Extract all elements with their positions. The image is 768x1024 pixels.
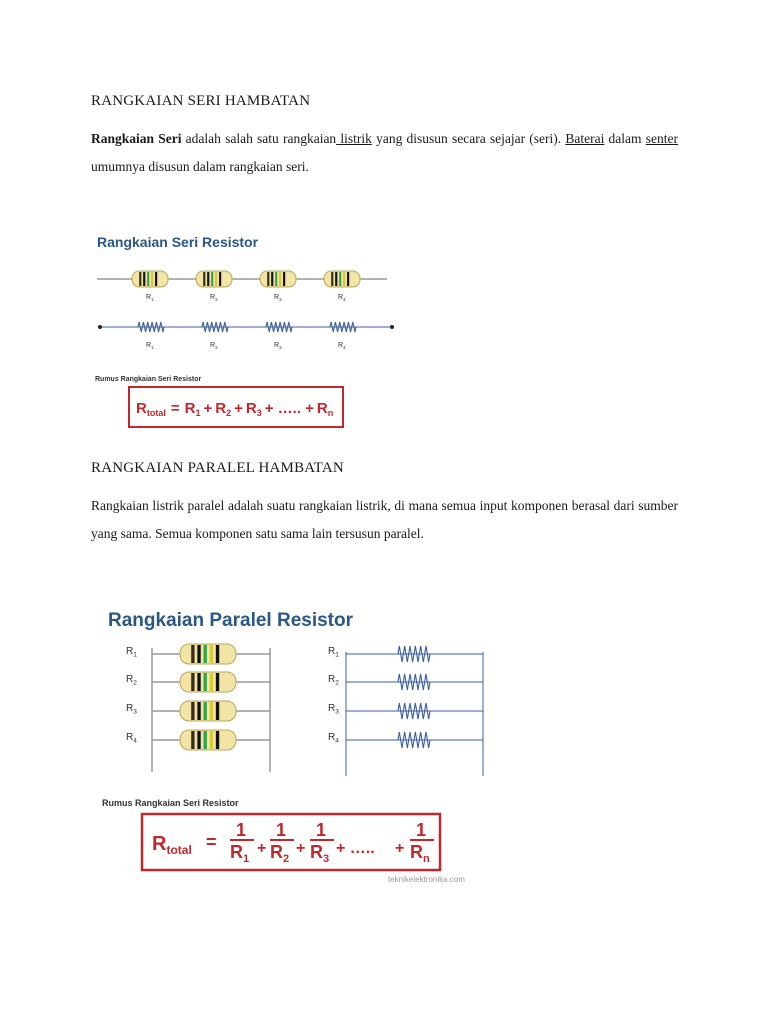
fraction-numerator: 1 xyxy=(276,820,287,840)
formula-lhs-sub: total xyxy=(166,843,192,857)
bold-term: Rangkaian Seri xyxy=(91,131,182,146)
link-baterai[interactable]: Baterai xyxy=(565,131,605,146)
link-senter[interactable]: senter xyxy=(645,131,678,146)
formula-eq: = xyxy=(206,832,217,852)
parallel-resistor-stack xyxy=(152,644,270,750)
resistor xyxy=(180,672,236,692)
resistor-symbol xyxy=(398,732,430,748)
formula-sub: 2 xyxy=(226,408,232,418)
text-run: dalam xyxy=(604,131,646,146)
fraction-numerator: 1 xyxy=(316,820,327,840)
formula-op: + xyxy=(257,840,267,857)
formula-eq: = xyxy=(170,400,180,417)
formula-term: R xyxy=(316,400,328,417)
resistor-symbol xyxy=(398,646,430,662)
resistor-label: $R_1$ xyxy=(146,294,154,302)
resistor-label: $R_3$ xyxy=(328,703,339,716)
resistor-label: $R_3$ xyxy=(274,294,282,302)
section-heading-paralel: RANGKAIAN PARALEL HAMBATAN xyxy=(91,460,344,476)
resistor-label: $R_4$ xyxy=(126,732,137,745)
resistor xyxy=(180,701,236,721)
formula-op: + ….. xyxy=(336,840,375,857)
formula-op: + xyxy=(203,400,213,417)
resistor xyxy=(324,271,360,287)
resistor-label: $R_3$ xyxy=(126,703,137,716)
resistor xyxy=(260,271,296,287)
node-dot xyxy=(98,325,102,329)
resistor-symbol xyxy=(266,322,292,332)
figure-series-resistor xyxy=(92,225,402,435)
formula-lhs: R xyxy=(136,400,147,417)
resistor-label: $R_2$ xyxy=(210,294,218,302)
fraction-denominator: $R_2$ xyxy=(270,842,290,865)
formula-op: + xyxy=(234,400,243,417)
fraction-denominator: $R_3$ xyxy=(310,842,330,865)
paragraph-paralel: Rangkaian listrik paralel adalah suatu rangkaian listrik, di mana semua input komponen berasal dari sumber yang sama. Semua komponen satu sama lain tersusun paralel. xyxy=(91,498,678,541)
fraction-denominator: $R_n$ xyxy=(410,842,430,865)
resistor-symbol xyxy=(202,322,228,332)
resistor xyxy=(180,730,236,750)
fraction-denominator: $R_1$ xyxy=(230,842,250,865)
resistor-label: $R_4$ xyxy=(338,342,346,350)
formula-op: + xyxy=(296,840,306,857)
formula-op: + ….. + xyxy=(264,400,314,417)
resistor xyxy=(180,644,236,664)
link-listrik[interactable]: listrik xyxy=(336,131,372,146)
resistor-label: $R_3$ xyxy=(274,342,282,350)
resistor-label: $R_1$ xyxy=(146,342,154,350)
parallel-symbol-stack xyxy=(346,646,483,748)
paragraph-seri xyxy=(91,125,678,181)
resistor-symbol xyxy=(398,674,430,690)
formula-op: + xyxy=(395,840,405,857)
formula-term: R xyxy=(245,400,257,417)
watermark: teknikelektronika.com xyxy=(388,875,465,884)
formula-term: R xyxy=(184,400,196,417)
formula-lhs-sub: total xyxy=(146,408,166,418)
figure-parallel-resistor xyxy=(100,600,500,885)
resistor xyxy=(132,271,168,287)
section-heading-seri: RANGKAIAN SERI HAMBATAN xyxy=(91,93,311,109)
node-dot xyxy=(390,325,394,329)
formula-sub: 3 xyxy=(256,408,262,418)
formula-term: R xyxy=(215,400,227,417)
text-run: umumnya disusun dalam rangkaian seri. xyxy=(91,159,309,174)
figure-title: Rangkaian Seri Resistor xyxy=(97,234,259,250)
formula-caption: Rumus Rangkaian Seri Resistor xyxy=(102,798,239,808)
resistor-symbol xyxy=(330,322,356,332)
resistor xyxy=(196,271,232,287)
formula-sub: 1 xyxy=(195,408,201,418)
figure-title: Rangkaian Paralel Resistor xyxy=(108,610,353,631)
resistor-label: $R_1$ xyxy=(328,646,339,659)
resistor-label: $R_4$ xyxy=(338,294,346,302)
fraction-numerator: 1 xyxy=(236,820,247,840)
formula-lhs-sym: R xyxy=(152,833,167,855)
resistor-label: $R_2$ xyxy=(126,674,137,687)
resistor-symbol xyxy=(138,322,164,332)
text-run: adalah salah satu rangkaian xyxy=(181,131,337,146)
resistor-label: $R_2$ xyxy=(210,342,218,350)
resistor-label: $R_4$ xyxy=(328,732,339,745)
resistor-labels-top xyxy=(146,294,346,302)
resistor-labels-bottom xyxy=(146,342,346,350)
formula-sub: n xyxy=(327,408,334,418)
resistor-label: $R_1$ xyxy=(126,646,137,659)
resistor-label: $R_2$ xyxy=(328,674,339,687)
text-run: yang disusun secara sejajar (seri). xyxy=(371,131,566,146)
resistor-symbol xyxy=(398,703,430,719)
formula-caption: Rumus Rangkaian Seri Resistor xyxy=(95,376,202,383)
fraction-numerator: 1 xyxy=(416,820,427,840)
